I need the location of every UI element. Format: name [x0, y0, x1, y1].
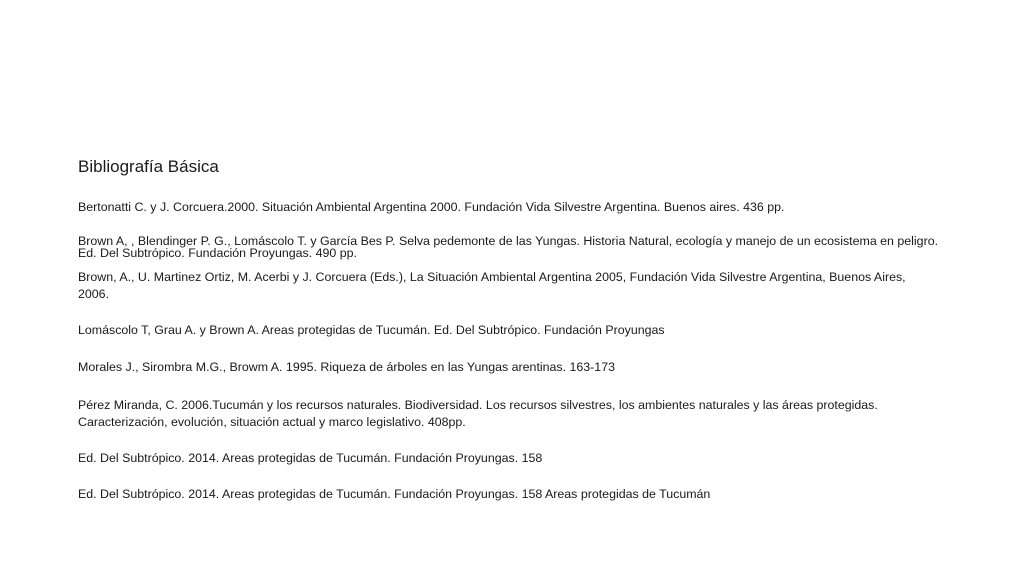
- reference-line: Ed. Del Subtrópico. Fundación Proyungas. 490 pp.: [78, 246, 357, 260]
- reference-item: [78, 199, 978, 216]
- reference-line: Bertonatti C. y J. Corcuera.2000. Situación Ambiental Argentina 2000. Fundación Vida Silvestre Argentina. Buenos aires. 436 pp.: [78, 200, 785, 214]
- reference-item: [78, 233, 978, 262]
- reference-line: Ed. Del Subtrópico. 2014. Areas protegidas de Tucumán. Fundación Proyungas. 158: [78, 451, 543, 465]
- reference-line: Caracterización, evolución, situación actual y marco legislativo. 408pp.: [78, 415, 466, 429]
- reference-item: [78, 322, 978, 339]
- reference-line: Ed. Del Subtrópico. 2014. Areas protegidas de Tucumán. Fundación Proyungas. 158 Areas protegidas de Tucumán: [78, 487, 711, 501]
- reference-line: Morales J., Sirombra M.G., Browm A. 1995. Riqueza de árboles en las Yungas arentinas. 163-173: [78, 360, 615, 374]
- reference-item: [78, 359, 978, 376]
- reference-item: [78, 269, 978, 303]
- reference-item: [78, 486, 978, 503]
- reference-line: Lomáscolo T, Grau A. y Brown A. Areas protegidas de Tucumán. Ed. Del Subtrópico. Fundación Proyungas: [78, 323, 665, 337]
- reference-item: [78, 397, 978, 431]
- reference-line: Pérez Miranda, C. 2006.Tucumán y los recursos naturales. Biodiversidad. Los recursos silvestres, los ambientes naturales y las áreas protegidas.: [78, 398, 878, 412]
- reference-line: Brown, A., U. Martinez Ortiz, M. Acerbi y J. Corcuera (Eds.), La Situación Ambiental Argentina 2005, Fundación Vida Silvestre Argentina, Buenos Aires,: [78, 270, 906, 284]
- reference-line: Brown A, , Blendinger P. G., Lomáscolo T. y García Bes P. Selva pedemonte de las Yungas. Historia Natural, ecología y manejo de un ecosistema en peligro.: [78, 234, 939, 248]
- reference-item: [78, 450, 978, 467]
- page-title: Bibliografía Básica: [78, 157, 219, 176]
- reference-line: 2006.: [78, 287, 110, 301]
